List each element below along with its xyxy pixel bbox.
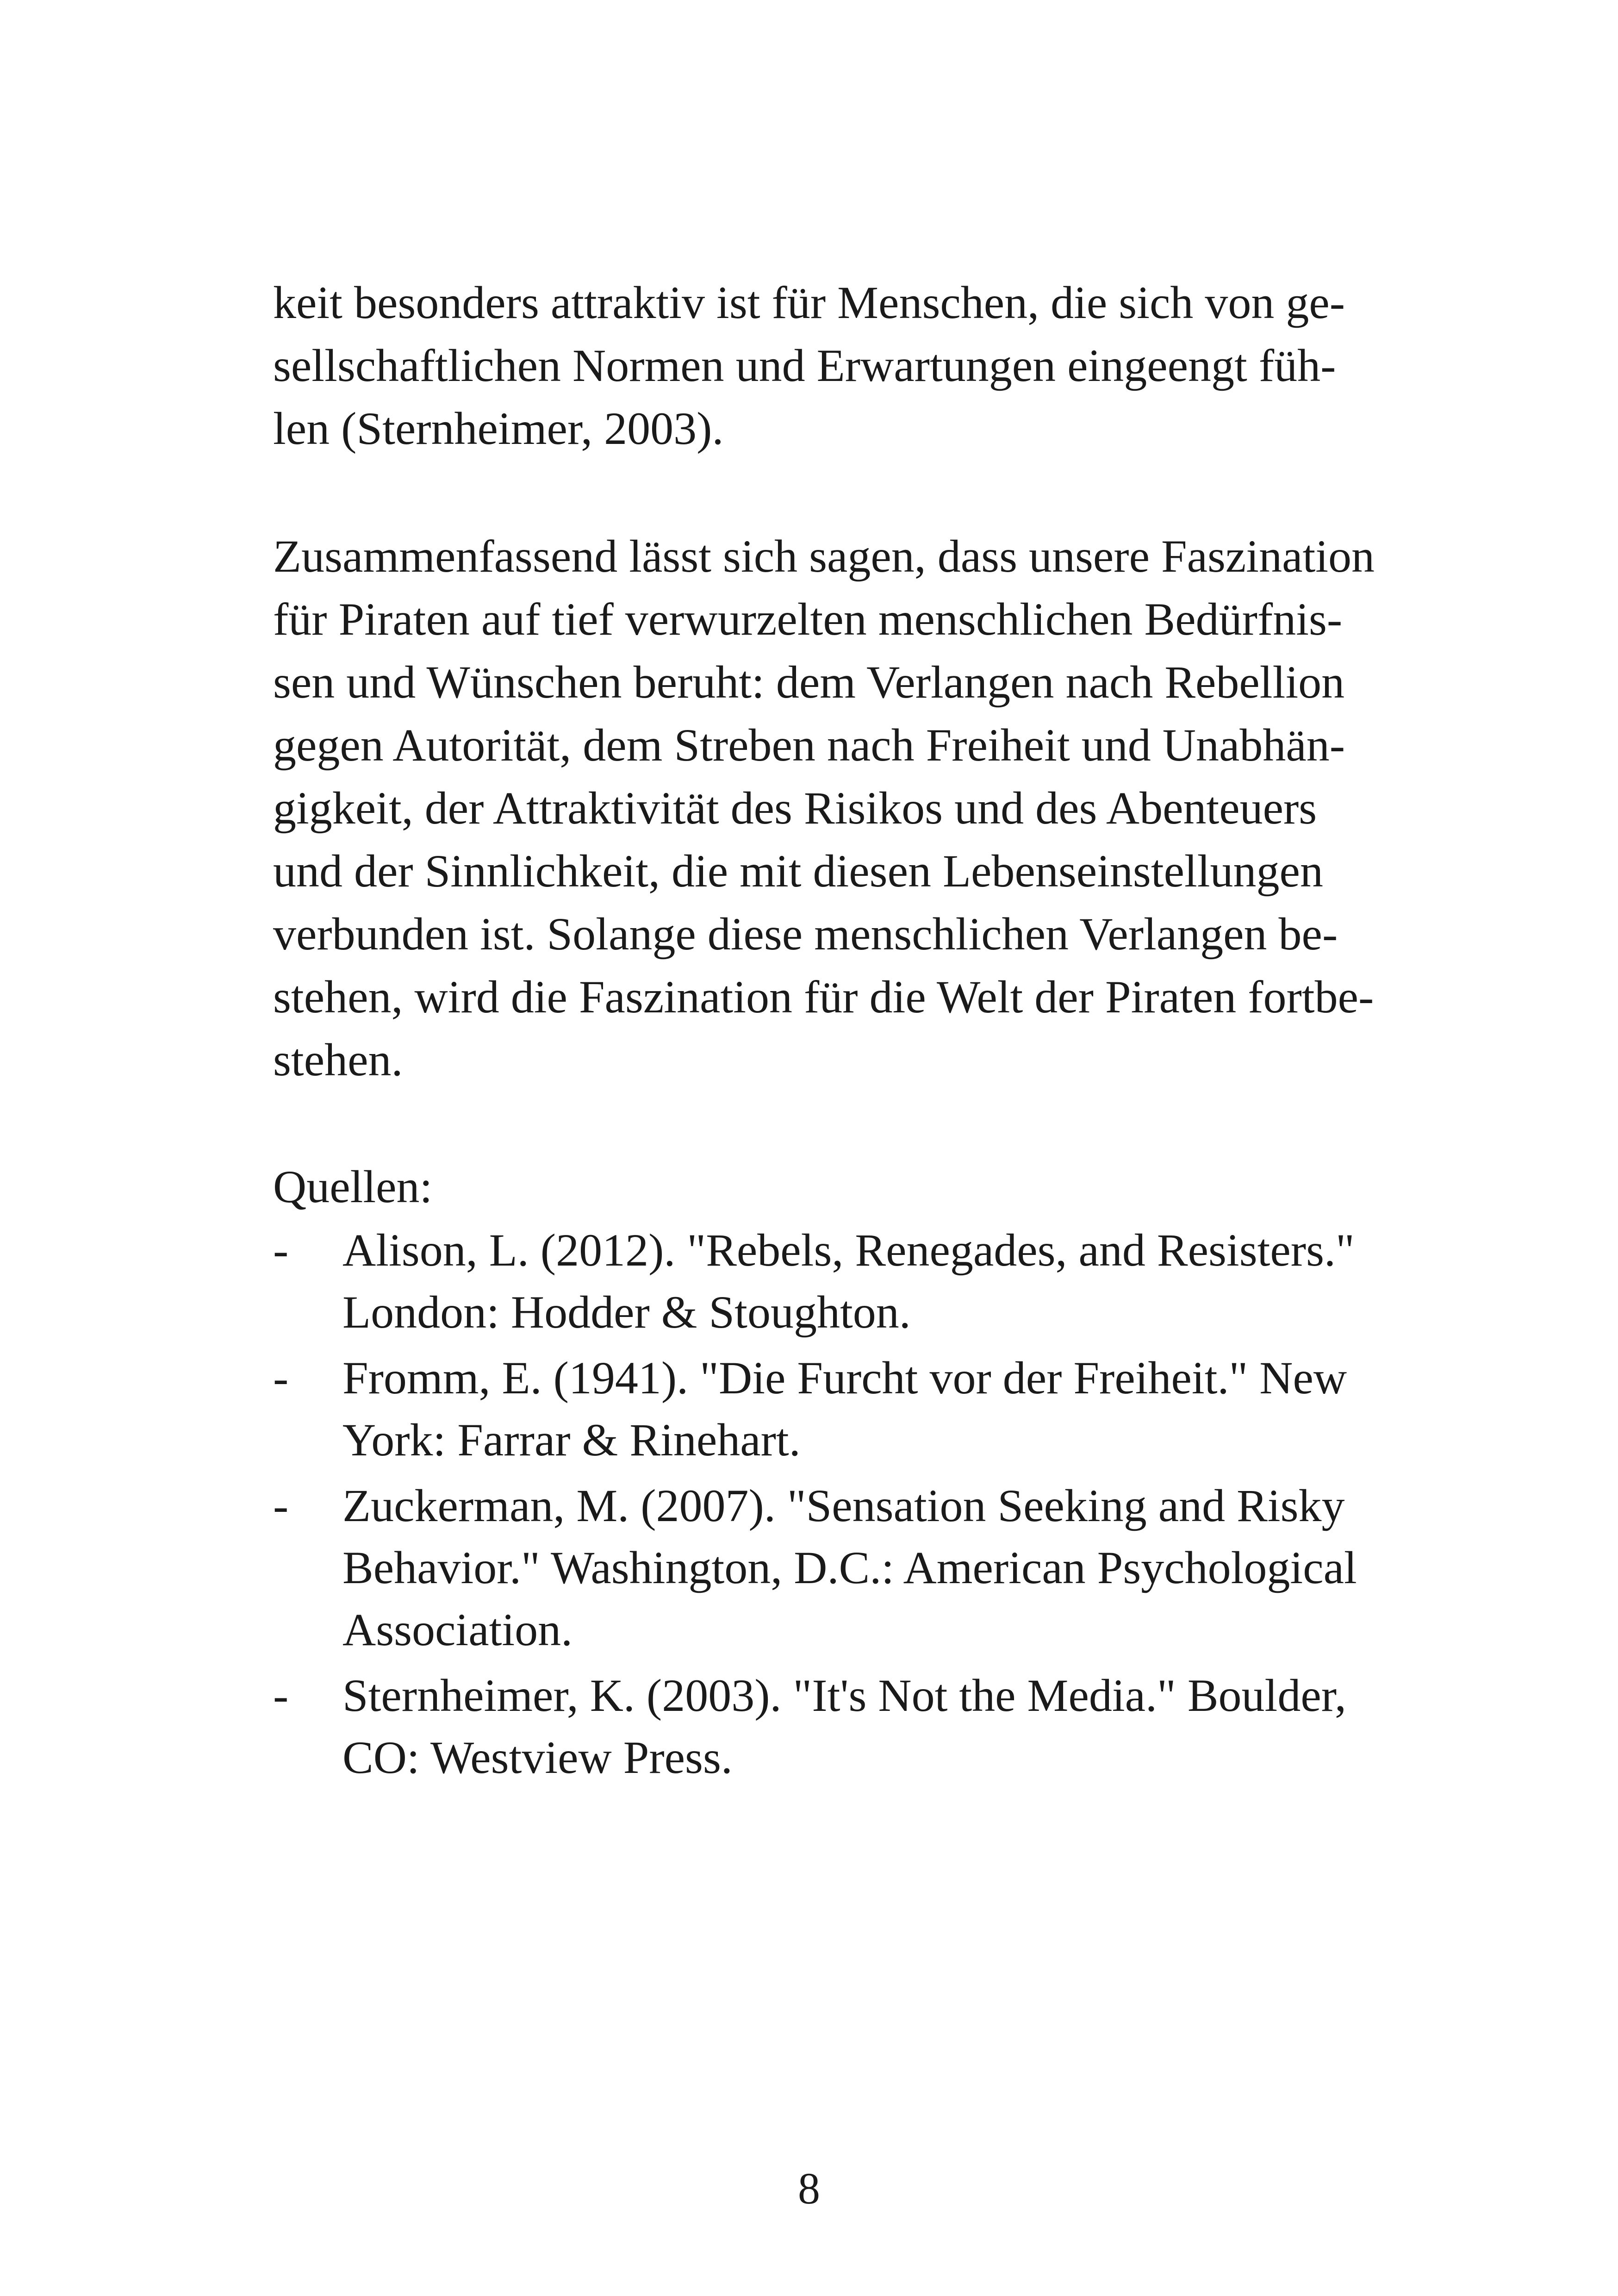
summary-paragraph xyxy=(273,525,1375,1092)
source-line: Zuckerman, M. (2007). "Sensation Seeking and Risky xyxy=(342,1480,1345,1531)
source-line: York: Farrar & Rinehart. xyxy=(342,1414,801,1466)
paragraph-line: stehen, wird die Faszination für die Welt der Piraten fortbe- xyxy=(273,971,1374,1023)
source-line: London: Hodder & Stoughton. xyxy=(342,1286,911,1338)
source-entry xyxy=(273,1219,1355,1343)
paragraph-line: keit besonders attraktiv ist für Menschen, die sich von ge- xyxy=(273,277,1345,328)
list-dash: - xyxy=(273,1224,289,1276)
source-entry xyxy=(273,1475,1357,1661)
sources-heading: Quellen: xyxy=(273,1161,433,1212)
list-dash: - xyxy=(273,1352,289,1404)
source-entry xyxy=(273,1665,1351,1789)
source-line: Fromm, E. (1941). "Die Furcht vor der Freiheit." New xyxy=(342,1352,1347,1404)
list-dash: - xyxy=(273,1480,289,1531)
paragraph-line: gegen Autorität, dem Streben nach Freiheit und Unabhän- xyxy=(273,719,1345,771)
list-dash: - xyxy=(273,1670,289,1721)
source-line: CO: Westview Press. xyxy=(342,1732,733,1783)
paragraph-line: verbunden ist. Solange diese menschlichen Verlangen be- xyxy=(273,908,1338,960)
paragraph-line: len (Sternheimer, 2003). xyxy=(273,403,724,454)
source-line: Sternheimer, K. (2003). "It's Not the Media." Boulder, xyxy=(342,1670,1346,1721)
paragraph-line: sellschaftlichen Normen und Erwartungen eingeengt füh- xyxy=(273,340,1336,391)
source-line: Alison, L. (2012). "Rebels, Renegades, and Resisters." xyxy=(342,1224,1355,1276)
paragraph-line: sen und Wünschen beruht: dem Verlangen nach Rebellion xyxy=(273,656,1345,708)
continuation-paragraph xyxy=(273,271,1351,460)
source-entry xyxy=(273,1347,1351,1471)
paragraph-line: für Piraten auf tief verwurzelten menschlichen Bedürfnis- xyxy=(273,593,1343,645)
paragraph-line: Zusammenfassend lässt sich sagen, dass unsere Faszination xyxy=(273,530,1375,582)
paragraph-line: stehen. xyxy=(273,1034,403,1086)
page-number: 8 xyxy=(798,2164,820,2213)
source-line: Association. xyxy=(342,1604,573,1655)
paragraph-line: gigkeit, der Attraktivität des Risikos und des Abenteuers xyxy=(273,782,1317,834)
paragraph-line: und der Sinnlichkeit, die mit diesen Lebenseinstellungen xyxy=(273,845,1323,897)
source-line: Behavior." Washington, D.C.: American Psychological xyxy=(342,1542,1357,1593)
